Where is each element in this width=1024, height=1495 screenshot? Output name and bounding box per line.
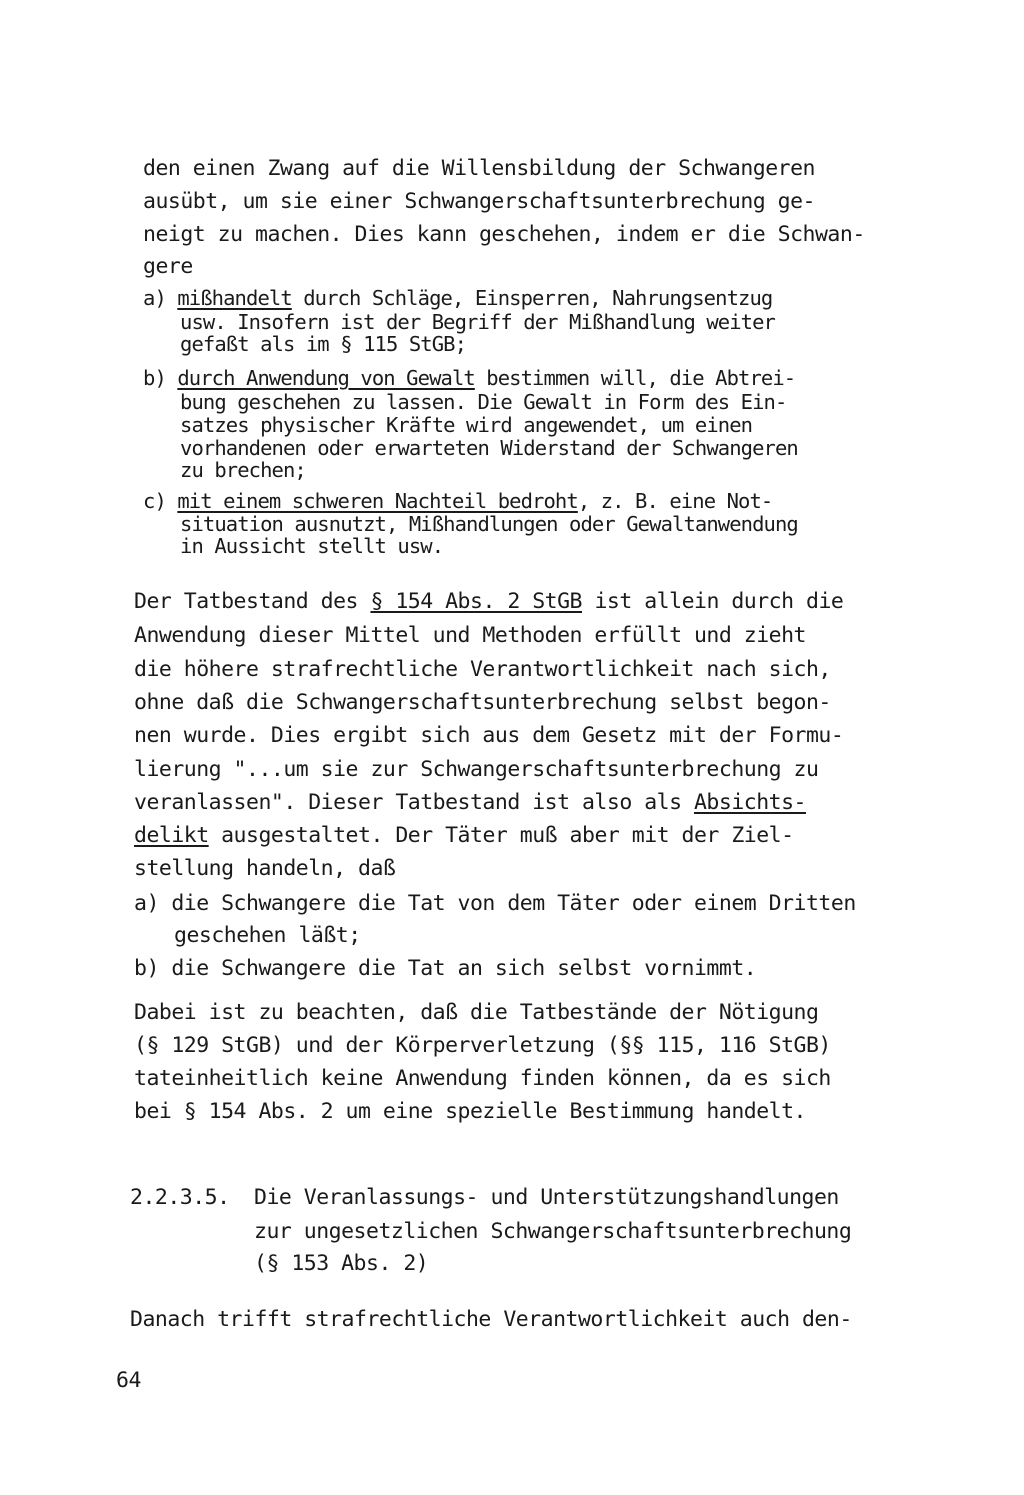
underlined-term: Absichts-: [693, 790, 806, 815]
intro-line-2: ausübt, um sie einer Schwangerschaftsunterbrechung ge-: [143, 189, 815, 214]
page-number: 64: [116, 1368, 141, 1393]
para2-line-3: die höhere strafrechtliche Verantwortlichkeit nach sich,: [134, 657, 831, 682]
list1-a-line-1: a) mißhandelt durch Schläge, Einsperren, Nahrungsentzug: [143, 286, 773, 310]
list-marker: b): [143, 366, 166, 390]
list1-c-line-3: in Aussicht stellt usw.: [180, 534, 444, 558]
list1-b-line-4: vorhandenen oder erwarteten Widerstand der Schwangeren: [180, 436, 798, 460]
para3-line-2: (§ 129 StGB) und der Körperverletzung (§§ 115, 116 StGB): [134, 1033, 831, 1058]
list1-a-line-2: usw. Insofern ist der Begriff der Mißhandlung weiter: [180, 310, 775, 334]
intro-line-3: neigt zu machen. Dies kann geschehen, indem er die Schwan-: [143, 222, 865, 247]
para3-line-3: tateinheitlich keine Anwendung finden können, da es sich: [134, 1066, 831, 1091]
list1-b-line-2: bung geschehen zu lassen. Die Gewalt in Form des Ein-: [180, 390, 787, 414]
para2-line-7: veranlassen". Dieser Tatbestand ist also als Absichts-: [134, 790, 806, 815]
list1-c-line-1: c) mit einem schweren Nachteil bedroht, z. B. eine Not-: [143, 489, 773, 513]
para2-line-8: delikt ausgestaltet. Der Täter muß aber mit der Ziel-: [134, 823, 794, 848]
para2-line-6: lierung "...um sie zur Schwangerschaftsunterbrechung zu: [134, 757, 819, 782]
section-title-line-1: Die Veranlassungs- und Unterstützungshandlungen: [254, 1185, 839, 1210]
para3-line-1: Dabei ist zu beachten, daß die Tatbestände der Nötigung: [134, 1000, 819, 1025]
para2-line-9: stellung handeln, daß: [134, 856, 396, 881]
list2-b-line-1: b) die Schwangere die Tat an sich selbst vornimmt.: [134, 956, 757, 981]
para2-line-1: Der Tatbestand des § 154 Abs. 2 StGB ist allein durch die: [134, 589, 844, 614]
section-title-line-2: zur ungesetzlichen Schwangerschaftsunterbrechung: [254, 1219, 852, 1244]
para2-line-2: Anwendung dieser Mittel und Methoden erfüllt und zieht: [134, 623, 806, 648]
list1-b-line-3: satzes physischer Kräfte wird angewendet, um einen: [180, 413, 753, 437]
list-marker: a): [143, 286, 166, 310]
list2-a-line-2: geschehen läßt;: [174, 923, 361, 948]
underlined-term: durch Anwendung von Gewalt: [177, 366, 475, 390]
list1-c-line-2: situation ausnutzt, Mißhandlungen oder Gewaltanwendung: [180, 512, 798, 536]
list-marker: c): [143, 489, 166, 513]
underlined-term: § 154 Abs. 2 StGB: [370, 589, 583, 614]
list1-b-line-5: zu brechen;: [180, 458, 306, 482]
list1-a-line-3: gefaßt als im § 115 StGB;: [180, 332, 467, 356]
underlined-term: mißhandelt: [177, 286, 292, 310]
para4-line-1: Danach trifft strafrechtliche Verantwortlichkeit auch den-: [130, 1307, 852, 1332]
intro-line-4: gere: [143, 254, 193, 279]
intro-line-1: den einen Zwang auf die Willensbildung der Schwangeren: [143, 156, 815, 181]
section-number: 2.2.3.5.: [130, 1185, 230, 1210]
underlined-term: mit einem schweren Nachteil bedroht: [177, 489, 578, 513]
list1-b-line-1: b) durch Anwendung von Gewalt bestimmen will, die Abtrei-: [143, 366, 796, 390]
para3-line-4: bei § 154 Abs. 2 um eine spezielle Bestimmung handelt.: [134, 1099, 806, 1124]
para2-line-4: ohne daß die Schwangerschaftsunterbrechung selbst begon-: [134, 690, 831, 715]
list2-a-line-1: a) die Schwangere die Tat von dem Täter oder einem Dritten: [134, 891, 856, 916]
para2-line-5: nen wurde. Dies ergibt sich aus dem Gesetz mit der Formu-: [134, 723, 844, 748]
underlined-term: delikt: [134, 823, 209, 848]
section-title-line-3: (§ 153 Abs. 2): [254, 1251, 429, 1276]
